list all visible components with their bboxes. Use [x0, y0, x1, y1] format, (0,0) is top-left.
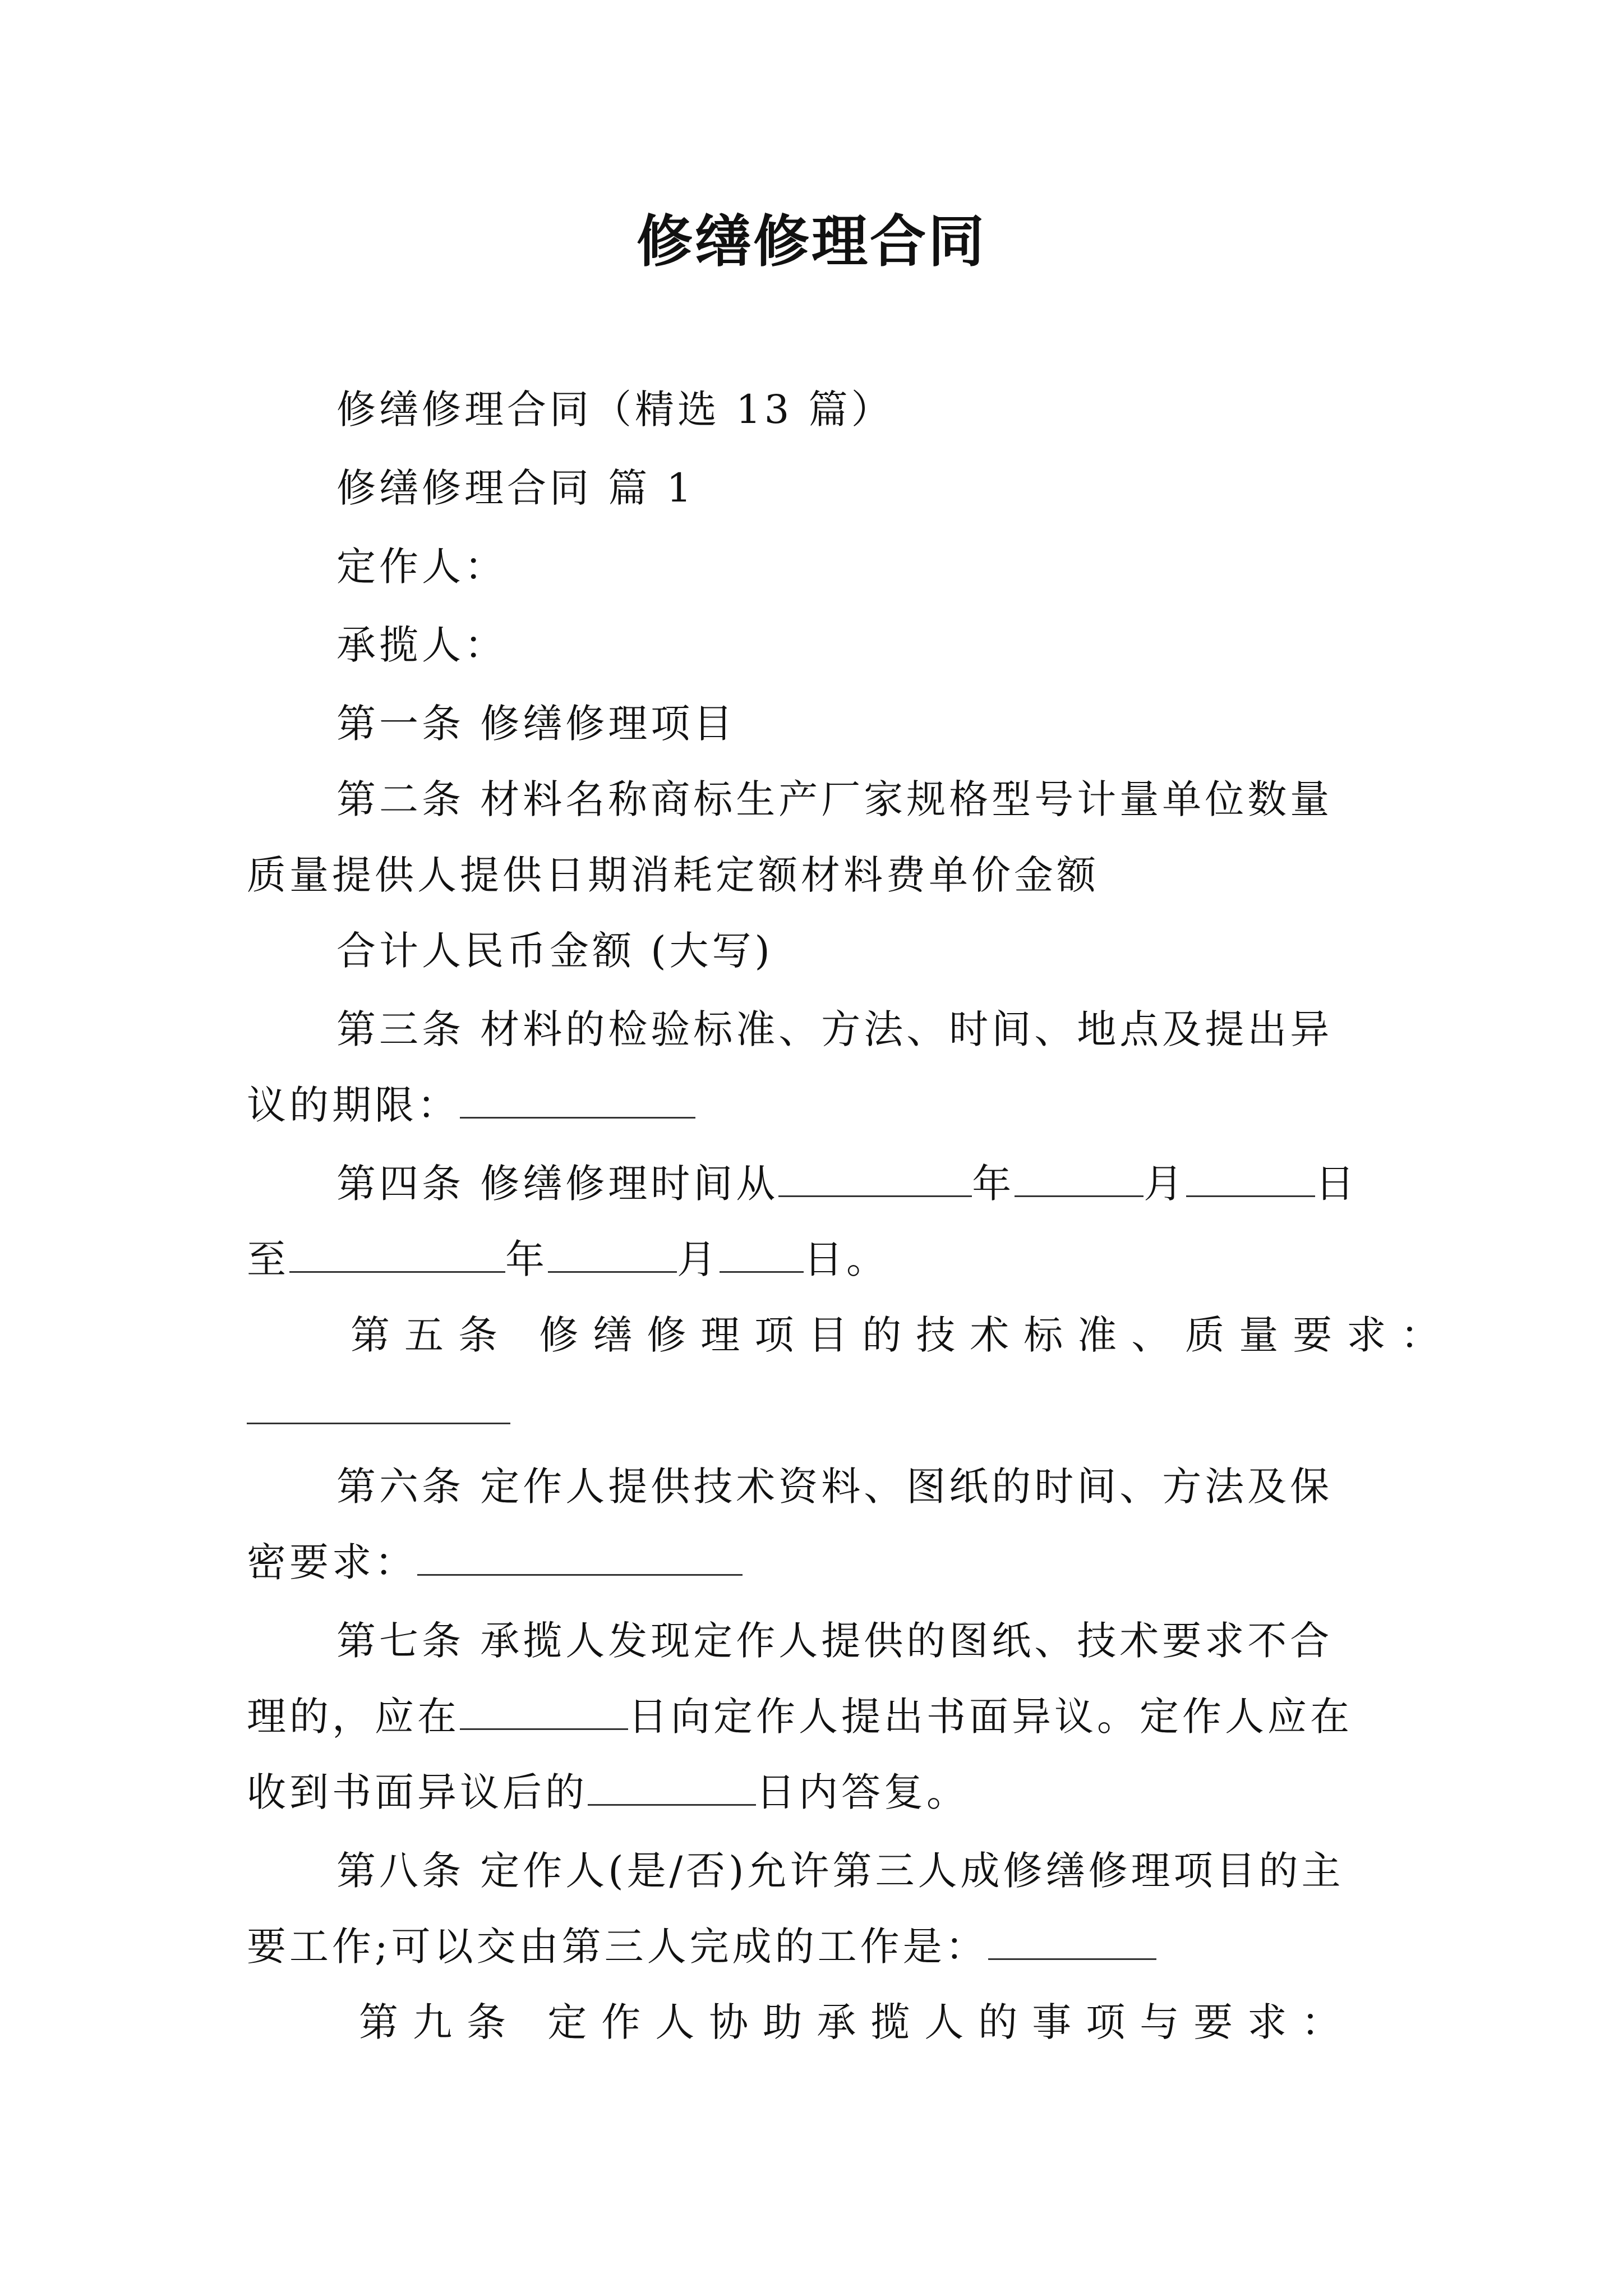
- blank-field: [1015, 1156, 1144, 1197]
- article-9: 第九条 定作人协助承揽人的事项与要求：: [359, 1999, 1355, 2045]
- article-8-line-1: 第八条 定作人(是/否)允许第三人成修缮修理项目的主: [336, 1848, 1344, 1894]
- total-amount-line: 合计人民币金额 (大写): [336, 928, 773, 974]
- article-7-part-a: 理的，应在: [247, 1694, 460, 1740]
- article-6-line-2: [247, 1534, 743, 1590]
- article-7-part-c: 收到书面异议后的: [247, 1769, 588, 1815]
- blank-field: [289, 1232, 505, 1273]
- article-3-line-2: [247, 1077, 695, 1133]
- article-7-part-b: 日向定作人提出书面异议。定作人应在: [628, 1694, 1353, 1740]
- blank-field: [988, 1919, 1156, 1960]
- party-a-label: 定作人：: [336, 544, 507, 590]
- article-4-line-1: [336, 1156, 1358, 1212]
- document-subtitle: 修缮修理合同（精选 13 篇）: [336, 386, 894, 432]
- to-label: 至: [247, 1236, 289, 1282]
- article-7-line-1: 第七条 承揽人发现定作人提供的图纸、技术要求不合: [336, 1618, 1333, 1664]
- blank-field: [720, 1232, 804, 1273]
- day-label: 日: [1315, 1161, 1358, 1207]
- blank-field: [460, 1078, 695, 1119]
- blank-field: [778, 1156, 972, 1197]
- month-label: 月: [677, 1236, 720, 1282]
- year-label: 年: [505, 1236, 548, 1282]
- month-label: 月: [1144, 1161, 1187, 1207]
- year-label: 年: [972, 1161, 1015, 1207]
- document-title: 修缮修理合同: [637, 208, 986, 274]
- article-5: 第五条 修缮修理项目的技术标准、质量要求：: [351, 1312, 1455, 1358]
- party-b-label: 承揽人：: [336, 622, 507, 668]
- article-5-blank-line: [247, 1383, 510, 1439]
- article-6-label: 密要求：: [247, 1539, 417, 1585]
- blank-field: [417, 1535, 743, 1576]
- article-7-part-d: 日内答复。: [756, 1769, 969, 1815]
- article-8-label: 要工作;可以交由第三人完成的工作是：: [247, 1924, 988, 1970]
- blank-field: [460, 1689, 628, 1730]
- article-7-line-2: [247, 1688, 1353, 1745]
- article-4-line-2: [247, 1231, 889, 1287]
- article-1: 第一条 修缮修理项目: [336, 701, 736, 747]
- blank-field: [588, 1765, 756, 1806]
- article-4-label: 第四条 修缮修理时间从: [336, 1161, 779, 1207]
- article-3-line-1: 第三条 材料的检验标准、方法、时间、地点及提出异: [336, 1006, 1333, 1052]
- day-end-label: 日。: [804, 1236, 889, 1282]
- article-3-label: 议的期限：: [247, 1082, 460, 1128]
- article-2-line-1: 第二条 材料名称商标生产厂家规格型号计量单位数量: [336, 776, 1333, 822]
- blank-field: [548, 1232, 677, 1273]
- article-7-line-3: [247, 1764, 969, 1820]
- article-2-line-2: 质量提供人提供日期消耗定额材料费单价金额: [247, 852, 1099, 898]
- article-8-line-2: [247, 1918, 1156, 1975]
- blank-field: [247, 1383, 510, 1424]
- section-heading: 修缮修理合同 篇 1: [336, 465, 695, 511]
- article-6-line-1: 第六条 定作人提供技术资料、图纸的时间、方法及保: [336, 1464, 1333, 1510]
- blank-field: [1186, 1156, 1315, 1197]
